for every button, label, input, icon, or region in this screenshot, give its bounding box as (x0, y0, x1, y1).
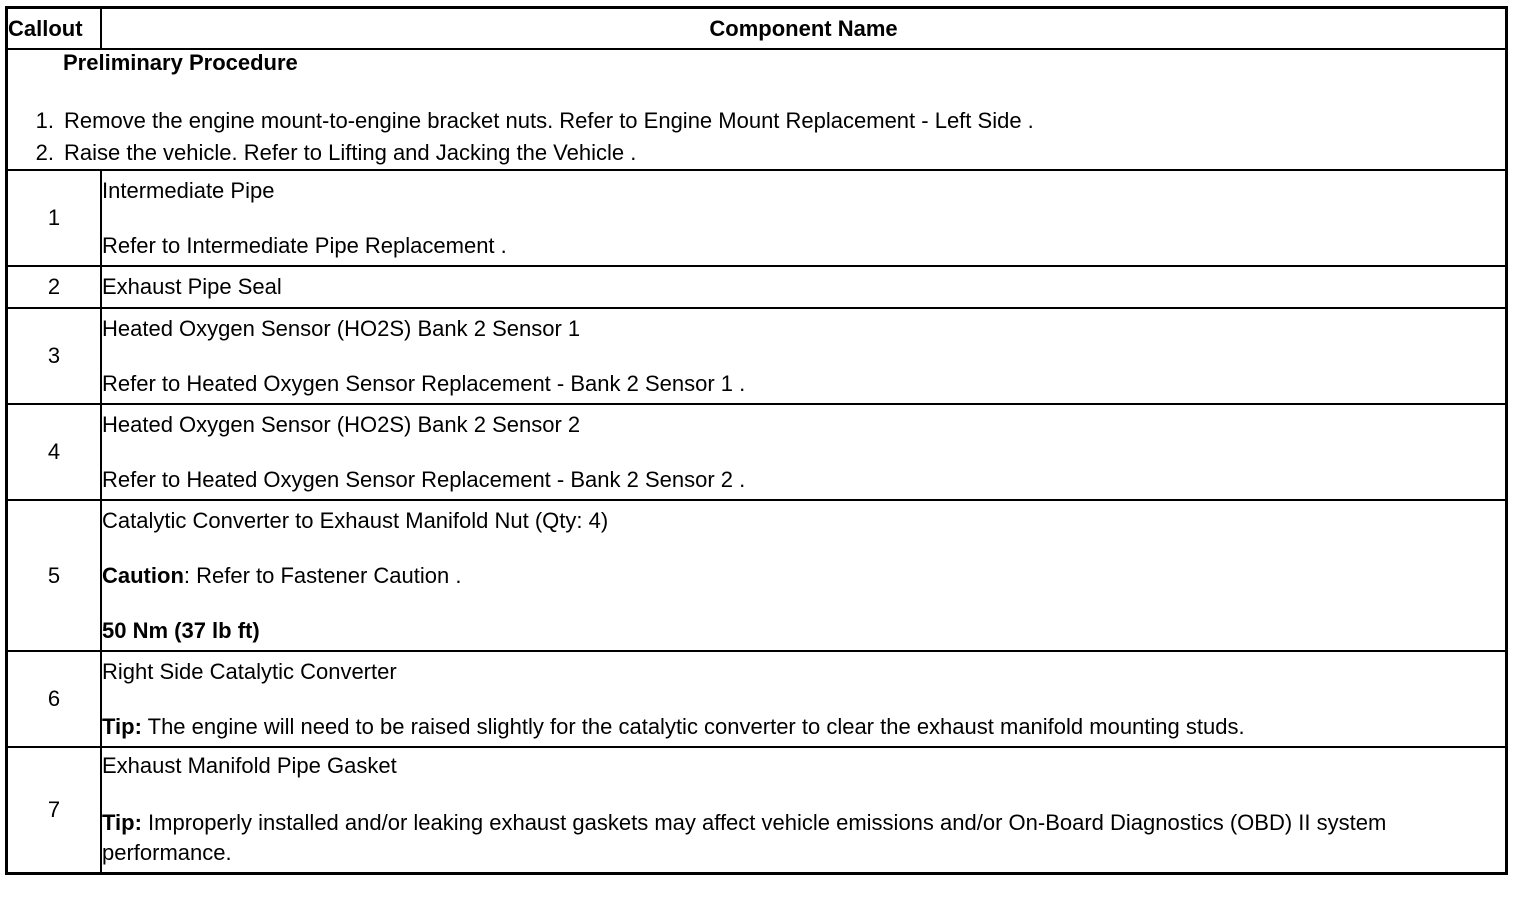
table-row (7, 308, 1507, 404)
callout-number: 2 (7, 266, 102, 308)
table-row (7, 404, 1507, 500)
component-cell (101, 500, 1507, 651)
callout-number: 7 (7, 747, 102, 874)
component-name: Right Side Catalytic Converter (102, 658, 397, 684)
table-row (7, 651, 1507, 747)
callout-number: 6 (7, 651, 102, 747)
reference-note: Refer to Intermediate Pipe Replacement . (102, 232, 507, 258)
reference-note: Refer to Heated Oxygen Sensor Replacement - Bank 2 Sensor 2 . (102, 466, 746, 492)
callout-table (5, 6, 1508, 875)
component-cell (101, 651, 1507, 747)
component-cell (101, 266, 1507, 308)
tip-text: The engine will need to be raised slightly for the catalytic converter to clear the exhaust manifold mounting studs. (141, 713, 1245, 739)
component-cell (101, 747, 1507, 874)
component-name: Catalytic Converter to Exhaust Manifold Nut (Qty: 4) (102, 507, 609, 533)
caution-text: : Refer to Fastener Caution . (183, 562, 462, 588)
step-number: 1. (35, 108, 54, 133)
preliminary-step (8, 105, 1505, 137)
tip-label: Tip: (102, 809, 142, 835)
component-name: Exhaust Manifold Pipe Gasket (102, 752, 397, 778)
callout-number: 3 (7, 308, 102, 404)
torque-spec: 50 Nm (37 lb ft) (102, 617, 260, 643)
callout-header: Callout (7, 8, 102, 50)
caution-label: Caution (102, 562, 184, 588)
component-cell (101, 170, 1507, 266)
tip-note (102, 808, 1505, 868)
tip-label: Tip: (102, 713, 142, 739)
step-text: Raise the vehicle. Refer to Lifting and Jacking the Vehicle . (64, 140, 637, 165)
preliminary-cell (7, 49, 1507, 170)
callout-number: 5 (7, 500, 102, 651)
preliminary-title: Preliminary Procedure (63, 50, 298, 75)
component-name: Heated Oxygen Sensor (HO2S) Bank 2 Sensor 2 (102, 411, 581, 437)
callout-number: 4 (7, 404, 102, 500)
caution-note (102, 563, 1505, 589)
preliminary-row (7, 49, 1507, 170)
tip-text: Improperly installed and/or leaking exhaust gaskets may affect vehicle emissions and/or On-Board Diagnostics (OBD) II system performance. (102, 809, 1387, 865)
component-name: Intermediate Pipe (102, 177, 275, 203)
component-name-header: Component Name (101, 8, 1507, 50)
table-row (7, 170, 1507, 266)
step-number: 2. (35, 140, 54, 165)
table-row (7, 500, 1507, 651)
component-name: Exhaust Pipe Seal (102, 274, 282, 299)
tip-note (102, 714, 1505, 740)
table-row (7, 747, 1507, 874)
callout-number: 1 (7, 170, 102, 266)
component-name: Heated Oxygen Sensor (HO2S) Bank 2 Sensor 1 (102, 315, 581, 341)
table-row (7, 266, 1507, 308)
component-cell (101, 404, 1507, 500)
component-cell (101, 308, 1507, 404)
reference-note: Refer to Heated Oxygen Sensor Replacement - Bank 2 Sensor 1 . (102, 370, 746, 396)
header-row (7, 8, 1507, 50)
preliminary-step (8, 137, 1505, 169)
step-text: Remove the engine mount-to-engine bracket nuts. Refer to Engine Mount Replacement - Left Side . (64, 108, 1034, 133)
